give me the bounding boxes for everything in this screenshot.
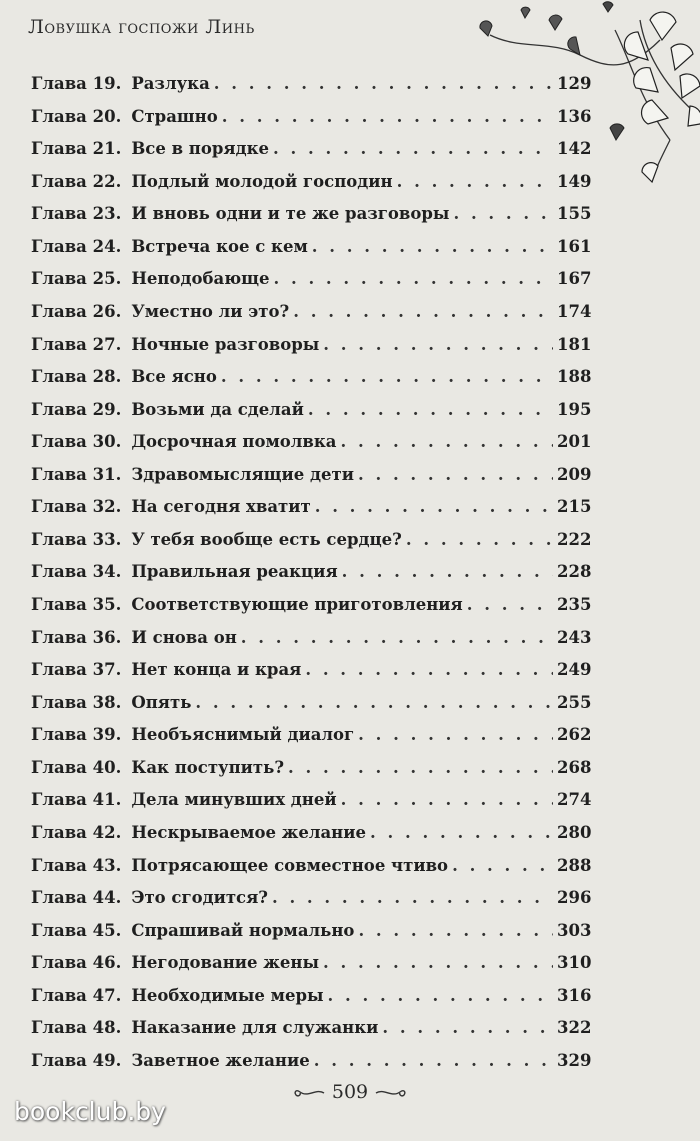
toc-dot-leader [323, 335, 553, 355]
toc-chapter-number: Глава 32. [31, 497, 122, 517]
toc-page-number: 288 [557, 855, 592, 875]
toc-chapter-number: Глава 28. [31, 367, 122, 387]
table-of-contents [31, 74, 591, 1083]
toc-chapter-number: Глава 38. [31, 692, 122, 712]
toc-page-number: 262 [557, 725, 592, 745]
toc-entry [31, 790, 591, 823]
toc-chapter-number: Глава 44. [31, 888, 122, 908]
toc-dot-leader [241, 628, 553, 648]
toc-chapter-title: Уместно ли это? [131, 301, 290, 321]
toc-chapter-number: Глава 37. [31, 660, 122, 680]
toc-dot-leader [370, 823, 553, 843]
toc-chapter-title: И снова он [131, 627, 237, 647]
toc-dot-leader [341, 790, 553, 810]
toc-entry [31, 986, 591, 1019]
toc-dot-leader [312, 237, 553, 257]
toc-chapter-title: Здравомыслящие дети [131, 464, 354, 484]
toc-page-number: 149 [557, 171, 592, 191]
toc-chapter-number: Глава 42. [31, 822, 122, 842]
toc-entry [31, 107, 591, 140]
toc-entry [31, 367, 591, 400]
toc-chapter-number: Глава 31. [31, 464, 122, 484]
toc-dot-leader [315, 497, 553, 517]
toc-chapter-title: Возьми да сделай [131, 399, 304, 419]
toc-entry [31, 823, 591, 856]
toc-chapter-title: Подлый молодой господин [131, 171, 393, 191]
toc-page-number: 255 [557, 692, 592, 712]
toc-chapter-number: Глава 34. [31, 562, 122, 582]
watermark-text: bookclub.by [14, 1097, 166, 1126]
toc-chapter-title: Спрашивай нормально [131, 920, 355, 940]
toc-chapter-number: Глава 22. [31, 171, 122, 191]
toc-dot-leader [323, 953, 553, 973]
toc-dot-leader [397, 172, 553, 192]
toc-dot-leader [273, 269, 553, 289]
toc-dot-leader [358, 921, 553, 941]
toc-chapter-number: Глава 46. [31, 953, 122, 973]
toc-page-number: 249 [557, 660, 592, 680]
toc-page-number: 155 [557, 204, 592, 224]
toc-chapter-title: Нет конца и края [131, 660, 302, 680]
toc-chapter-title: Наказание для служанки [131, 1018, 379, 1038]
toc-chapter-title: Ночные разговоры [131, 334, 320, 354]
toc-page-number: 181 [557, 334, 592, 354]
toc-chapter-title: Потрясающее совместное чтиво [131, 855, 449, 875]
toc-chapter-number: Глава 41. [31, 790, 122, 810]
toc-chapter-number: Глава 47. [31, 985, 122, 1005]
toc-entry [31, 497, 591, 530]
toc-page-number: 209 [557, 464, 592, 484]
toc-chapter-number: Глава 29. [31, 399, 122, 419]
toc-chapter-title: Все в порядке [131, 139, 269, 159]
toc-entry [31, 172, 591, 205]
toc-dot-leader [406, 530, 553, 550]
toc-chapter-title: На сегодня хватит [131, 497, 311, 517]
toc-entry [31, 595, 591, 628]
toc-dot-leader [342, 562, 553, 582]
toc-entry [31, 1051, 591, 1084]
toc-dot-leader [314, 1051, 553, 1071]
toc-chapter-number: Глава 20. [31, 106, 122, 126]
toc-chapter-number: Глава 35. [31, 595, 122, 614]
toc-chapter-number: Глава 40. [31, 757, 122, 777]
toc-chapter-title: Правильная реакция [131, 562, 338, 582]
toc-entry [31, 660, 591, 693]
toc-dot-leader [358, 725, 553, 745]
toc-entry [31, 693, 591, 726]
toc-page-number: 329 [557, 1050, 592, 1070]
toc-entry [31, 335, 591, 368]
toc-entry [31, 562, 591, 595]
toc-chapter-number: Глава 26. [31, 301, 122, 321]
toc-dot-leader [272, 888, 553, 908]
toc-chapter-number: Глава 45. [31, 920, 122, 940]
toc-chapter-title: Опять [131, 692, 192, 712]
toc-page-number: 280 [557, 822, 592, 842]
toc-page-number: 243 [557, 627, 592, 647]
toc-dot-leader [452, 856, 553, 876]
toc-chapter-number: Глава 24. [31, 236, 122, 256]
toc-page-number: 222 [557, 529, 592, 549]
toc-page-number: 322 [557, 1018, 592, 1038]
toc-dot-leader [273, 139, 553, 159]
toc-dot-leader [328, 986, 553, 1006]
toc-page-number: 136 [557, 106, 592, 126]
toc-page-number: 303 [557, 920, 592, 940]
toc-entry [31, 139, 591, 172]
toc-page-number: 174 [557, 301, 592, 321]
toc-dot-leader [305, 660, 553, 680]
toc-entry [31, 237, 591, 270]
toc-page-number: 228 [557, 562, 592, 582]
toc-dot-leader [293, 302, 553, 322]
toc-page-number: 296 [557, 888, 592, 908]
toc-chapter-title: Нескрываемое желание [131, 822, 366, 842]
toc-entry [31, 856, 591, 889]
toc-entry [31, 432, 591, 465]
toc-entry [31, 921, 591, 954]
toc-chapter-title: Как поступить? [131, 757, 285, 777]
toc-chapter-number: Глава 43. [31, 855, 122, 875]
toc-chapter-title: Неподобающе [131, 269, 270, 289]
toc-chapter-title: Это сгодится? [131, 888, 268, 908]
toc-chapter-title: Необъяснимый диалог [131, 725, 355, 745]
toc-page-number: 188 [557, 367, 592, 387]
toc-dot-leader [214, 74, 553, 94]
toc-page-number: 201 [557, 432, 592, 452]
toc-chapter-title: Разлука [131, 74, 210, 93]
toc-page-number: 310 [557, 953, 592, 973]
toc-entry [31, 465, 591, 498]
toc-chapter-number: Глава 27. [31, 334, 122, 354]
toc-entry [31, 269, 591, 302]
toc-chapter-number: Глава 48. [31, 1018, 122, 1038]
toc-chapter-number: Глава 39. [31, 725, 122, 745]
left-flourish-icon [292, 1086, 326, 1100]
toc-dot-leader [288, 758, 553, 778]
toc-dot-leader [341, 432, 554, 452]
toc-chapter-title: Страшно [131, 106, 218, 126]
toc-chapter-number: Глава 21. [31, 139, 122, 159]
page-number: 509 [331, 1081, 369, 1103]
toc-chapter-title: Досрочная помолвка [131, 432, 337, 452]
toc-chapter-number: Глава 36. [31, 627, 122, 647]
right-flourish-icon [374, 1086, 408, 1100]
toc-page-number: 167 [557, 269, 592, 289]
toc-entry [31, 530, 591, 563]
toc-page-number: 235 [557, 595, 592, 614]
toc-chapter-title: Заветное желание [131, 1050, 310, 1070]
toc-chapter-title: Встреча кое с кем [131, 236, 308, 256]
running-head-title: Ловушка госпожи Линь [28, 16, 255, 38]
toc-dot-leader [308, 400, 553, 420]
toc-entry [31, 628, 591, 661]
toc-dot-leader [382, 1018, 553, 1038]
toc-chapter-title: Негодование жены [131, 953, 320, 973]
toc-chapter-number: Глава 25. [31, 269, 122, 289]
toc-entry [31, 302, 591, 335]
toc-entry [31, 204, 591, 237]
toc-chapter-title: У тебя вообще есть сердце? [131, 529, 402, 549]
toc-entry [31, 74, 591, 107]
toc-page-number: 129 [557, 74, 592, 93]
toc-chapter-title: И вновь одни и те же разговоры [131, 204, 450, 224]
toc-page-number: 274 [557, 790, 592, 810]
toc-page-number: 195 [557, 399, 592, 419]
toc-page-number: 316 [557, 985, 592, 1005]
toc-chapter-title: Дела минувших дней [131, 790, 337, 810]
toc-entry [31, 400, 591, 433]
toc-chapter-number: Глава 30. [31, 432, 122, 452]
toc-page-number: 142 [557, 139, 592, 159]
toc-entry [31, 953, 591, 986]
toc-page-number: 268 [557, 757, 592, 777]
toc-chapter-number: Глава 33. [31, 529, 122, 549]
toc-dot-leader [195, 693, 553, 713]
toc-entry [31, 1018, 591, 1051]
toc-dot-leader [358, 465, 553, 485]
toc-dot-leader [222, 107, 553, 127]
toc-dot-leader [467, 595, 553, 615]
toc-page-number: 161 [557, 236, 592, 256]
toc-chapter-number: Глава 49. [31, 1050, 122, 1070]
toc-chapter-number: Глава 23. [31, 204, 122, 224]
toc-entry [31, 725, 591, 758]
toc-dot-leader [453, 204, 553, 224]
toc-chapter-title: Все ясно [131, 367, 217, 387]
toc-page-number: 215 [557, 497, 592, 517]
toc-chapter-number: Глава 19. [31, 74, 122, 93]
toc-chapter-title: Соответствующие приготовления [131, 595, 463, 614]
toc-dot-leader [221, 367, 553, 387]
toc-entry [31, 758, 591, 791]
toc-entry [31, 888, 591, 921]
toc-chapter-title: Необходимые меры [131, 985, 324, 1005]
